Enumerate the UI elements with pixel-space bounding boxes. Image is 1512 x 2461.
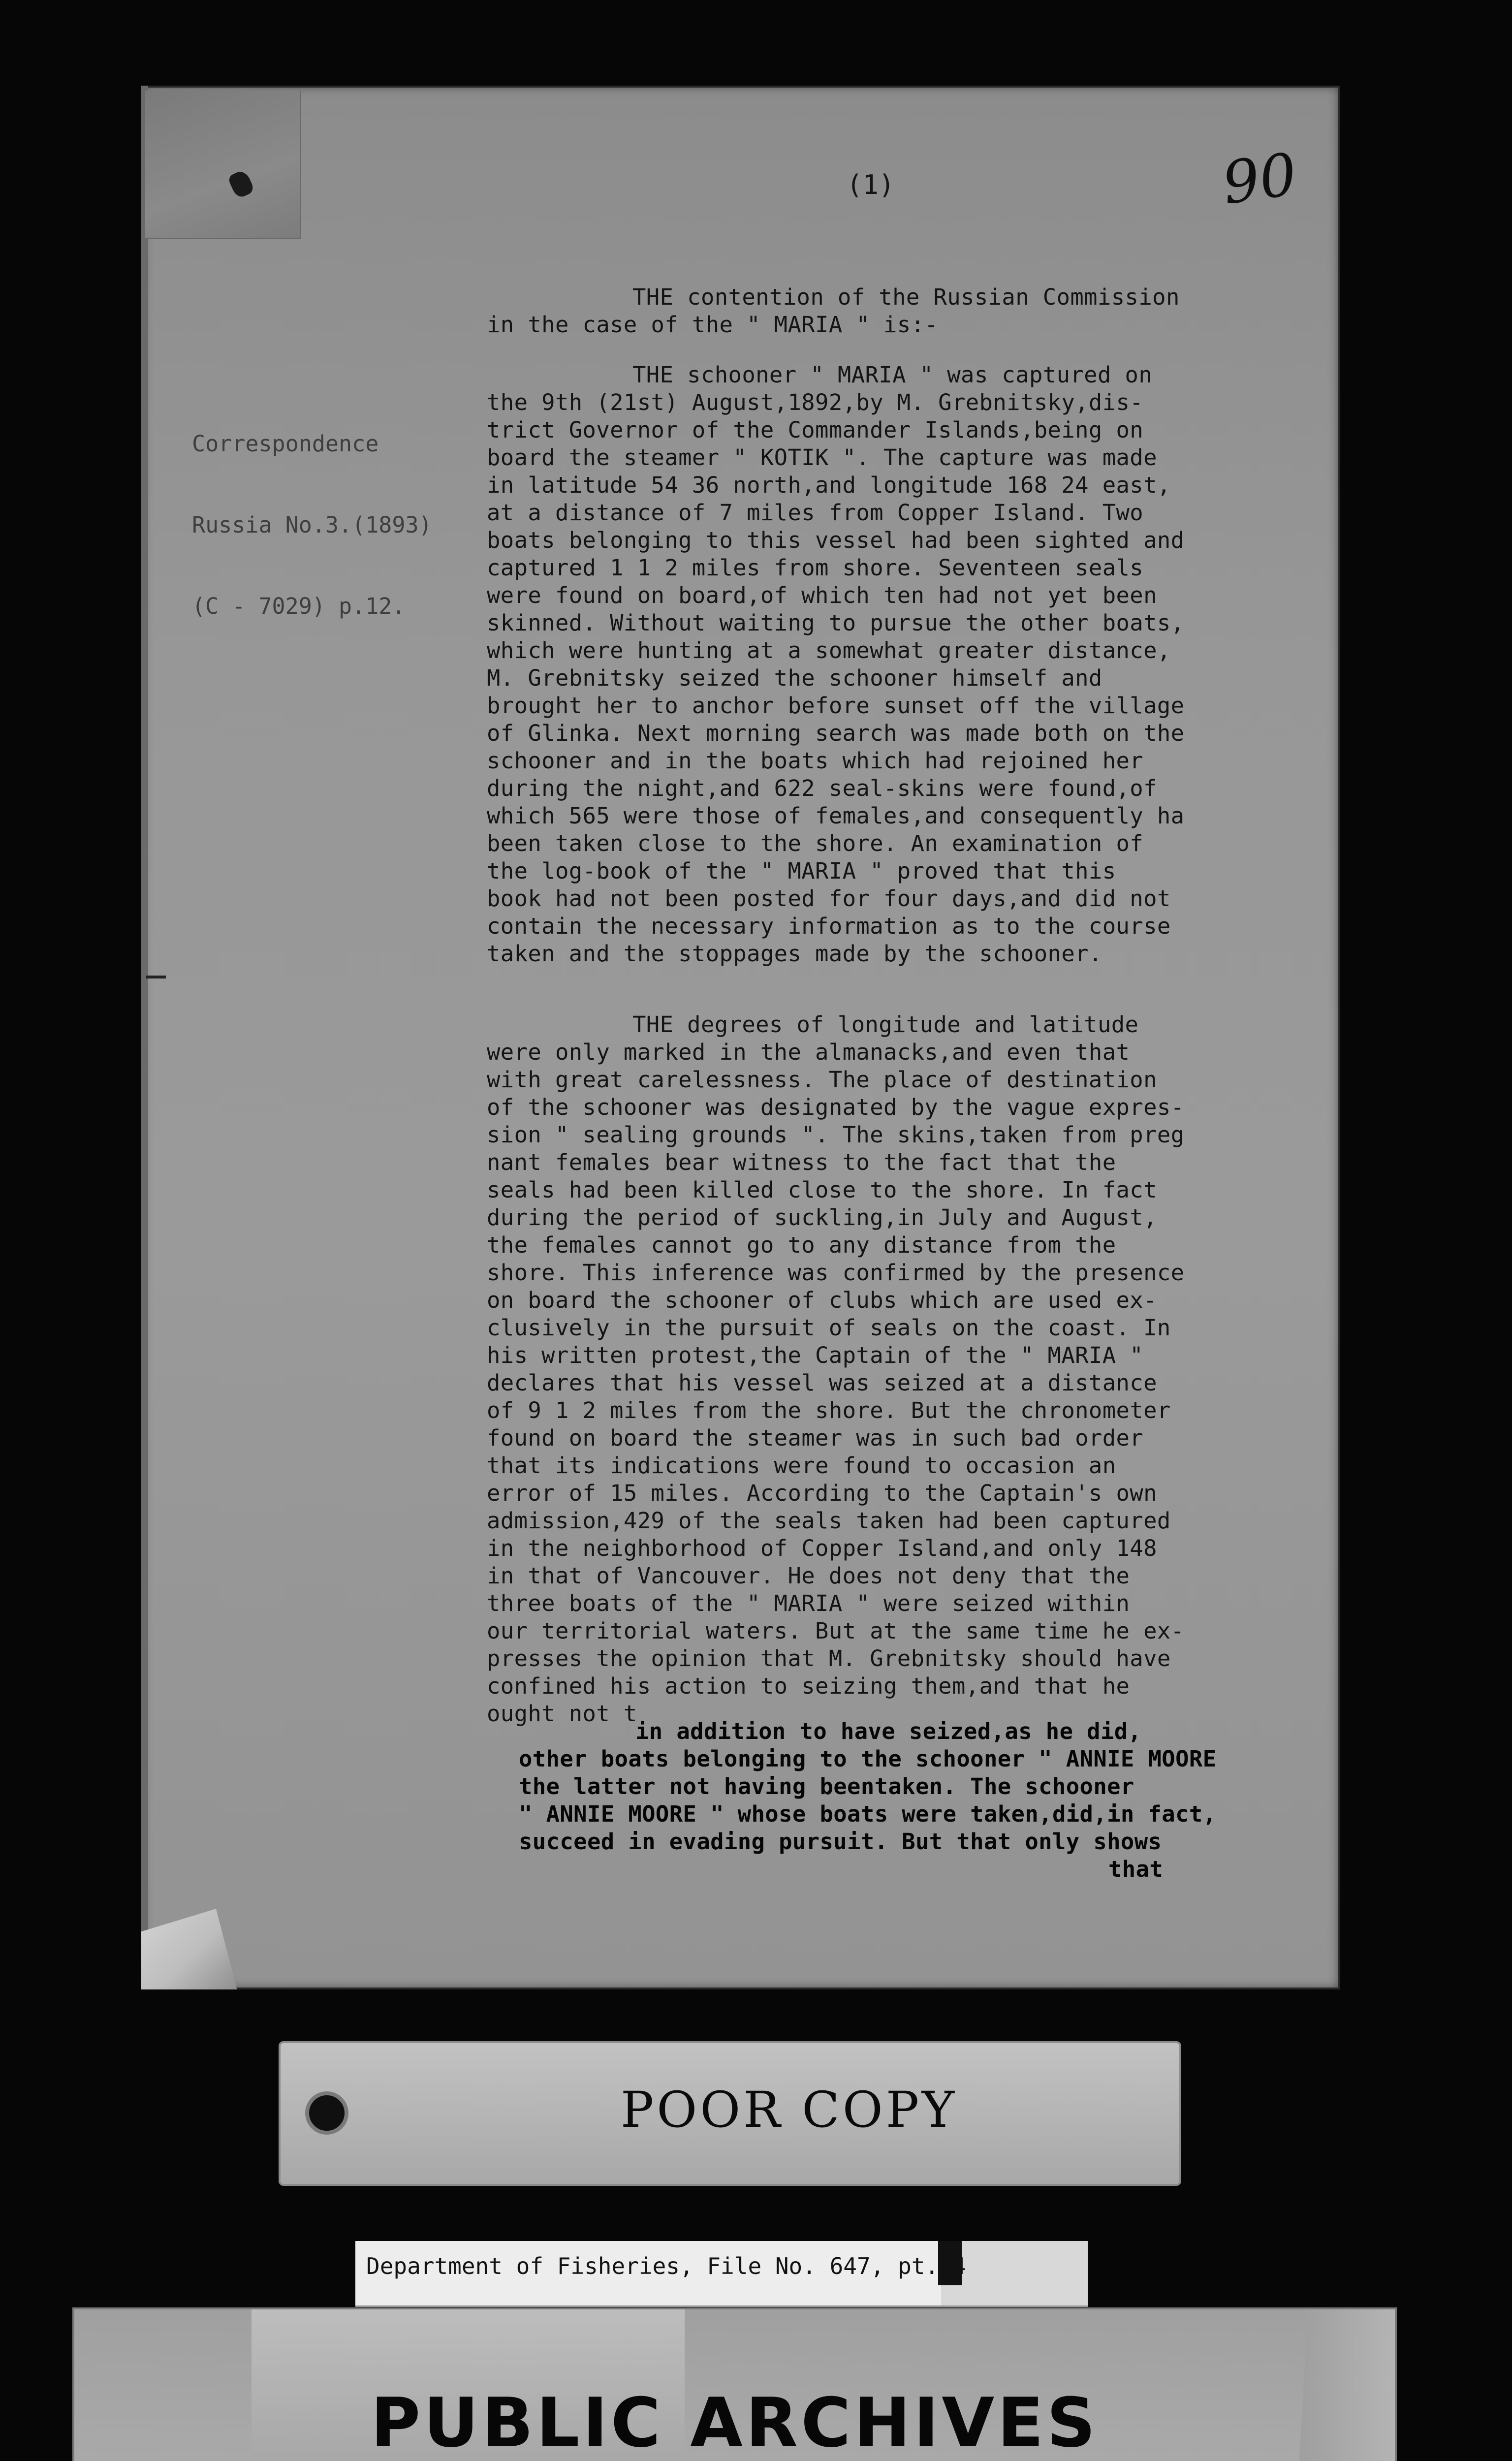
- text-line: which were hunting at a somewhat greater distance,: [487, 637, 1171, 663]
- text-line: were found on board,of which ten had not yet been: [487, 582, 1157, 608]
- typed-document-page: [141, 86, 1340, 1989]
- text-line: THE schooner " MARIA " was captured on: [632, 362, 1153, 388]
- text-line: our territorial waters. But at the same time he ex-: [487, 1618, 1185, 1644]
- text-line: succeed in evading pursuit. But that only shows: [519, 1829, 1162, 1855]
- text-line: book had not been posted for four days,and did not: [487, 885, 1171, 912]
- text-line: during the night,and 622 seal-skins were found,of: [487, 775, 1157, 801]
- text-line: in addition to have seized,as he did,: [635, 1718, 1142, 1744]
- tape-patch: [145, 91, 301, 239]
- text-line: declares that his vessel was seized at a distance: [487, 1370, 1157, 1396]
- text-line: in latitude 54 36 north,and longitude 168 24 east,: [487, 472, 1171, 498]
- department-slip: [355, 2241, 1088, 2307]
- margin-mark: [146, 976, 166, 978]
- text-line: ought not t: [487, 1701, 637, 1727]
- text-line: skinned. Without waiting to pursue the other boats,: [487, 610, 1185, 636]
- text-line: that: [1108, 1856, 1164, 1882]
- text-line: board the steamer " KOTIK ". The capture was made: [487, 444, 1157, 471]
- archives-title-english: PUBLIC ARCHIVES: [371, 2383, 1099, 2461]
- text-line: were only marked in the almanacks,and even that: [487, 1039, 1130, 1065]
- margin-note: [192, 376, 432, 674]
- text-line: the females cannot go to any distance from the: [487, 1232, 1116, 1258]
- text-line: three boats of the " MARIA " were seized within: [487, 1590, 1130, 1616]
- text-line: in the case of the " MARIA " is:-: [487, 312, 939, 338]
- text-line: that its indications were found to occasion an: [487, 1452, 1116, 1479]
- text-line: at a distance of 7 miles from Copper Island. Two: [487, 500, 1144, 526]
- folded-corner: [141, 1909, 238, 1989]
- margin-note-line: (C - 7029) p.12.: [192, 593, 406, 619]
- text-line: THE contention of the Russian Commission: [632, 284, 1180, 310]
- text-line: error of 15 miles. According to the Captain's own: [487, 1480, 1157, 1506]
- text-line: contain the necessary information as to the course: [487, 913, 1171, 939]
- department-slip-text: Department of Fisheries, File No. 647, pt. 4: [366, 2253, 966, 2279]
- text-line: been taken close to the shore. An examination of: [487, 830, 1144, 856]
- text-line: on board the schooner of clubs which are used ex-: [487, 1287, 1157, 1313]
- poor-copy-label: [279, 2041, 1181, 2186]
- text-line: clusively in the pursuit of seals on the coast. In: [487, 1315, 1171, 1341]
- text-line: shore. This inference was confirmed by the presence: [487, 1260, 1185, 1286]
- text-line: presses the opinion that M. Grebnitsky should have: [487, 1645, 1171, 1672]
- text-line: " ANNIE MOORE " whose boats were taken,did,in fact,: [519, 1801, 1217, 1827]
- text-line: brought her to anchor before sunset off the village: [487, 693, 1185, 719]
- text-line: during the period of suckling,in July and August,: [487, 1204, 1157, 1230]
- margin-note-line: Russia No.3.(1893): [192, 512, 432, 538]
- text-line: nant females bear witness to the fact that the: [487, 1149, 1116, 1175]
- text-line: seals had been killed close to the shore. In fact: [487, 1177, 1157, 1203]
- folio-number: 90: [1218, 140, 1301, 218]
- text-line: found on board the steamer was in such bad order: [487, 1425, 1144, 1451]
- text-line: the log-book of the " MARIA " proved that this: [487, 858, 1116, 884]
- margin-note-line: Correspondence: [192, 431, 379, 457]
- text-line: schooner and in the boats which had rejoined her: [487, 748, 1144, 774]
- text-line: taken and the stoppages made by the schooner.: [487, 941, 1102, 967]
- text-line: captured 1 1 2 miles from shore. Seventeen seals: [487, 555, 1144, 581]
- text-line: the 9th (21st) August,1892,by M. Grebnitsky,dis-: [487, 389, 1144, 415]
- public-archives-card: [72, 2307, 1397, 2461]
- text-line: in that of Vancouver. He does not deny that the: [487, 1563, 1130, 1589]
- text-line: M. Grebnitsky seized the schooner himself and: [487, 665, 1102, 691]
- text-line: of 9 1 2 miles from the shore. But the chronometer: [487, 1397, 1171, 1423]
- text-line: admission,429 of the seals taken had been captured: [487, 1508, 1171, 1534]
- poor-copy-text: POOR COPY: [620, 2081, 958, 2139]
- text-line: trict Governor of the Commander Islands,being on: [487, 417, 1144, 443]
- text-line: in the neighborhood of Copper Island,and only 148: [487, 1535, 1157, 1561]
- text-line: which 565 were those of females,and consequently ha: [487, 803, 1185, 829]
- text-line: the latter not having beentaken. The schooner: [519, 1773, 1134, 1799]
- text-line: other boats belonging to the schooner " ANNIE MOORE: [519, 1746, 1217, 1772]
- text-line: confined his action to seizing them,and that he: [487, 1673, 1130, 1699]
- text-line: with great carelessness. The place of destination: [487, 1067, 1157, 1093]
- text-line: of Glinka. Next morning search was made both on the: [487, 720, 1185, 746]
- text-line: sion " sealing grounds ". The skins,taken from preg: [487, 1122, 1185, 1148]
- page-number: (1): [847, 169, 895, 200]
- text-line: his written protest,the Captain of the " MARIA ": [487, 1342, 1144, 1368]
- text-line: of the schooner was designated by the vague expres-: [487, 1094, 1185, 1120]
- text-line: THE degrees of longitude and latitude: [632, 1011, 1139, 1038]
- text-line: boats belonging to this vessel had been sighted and: [487, 527, 1185, 553]
